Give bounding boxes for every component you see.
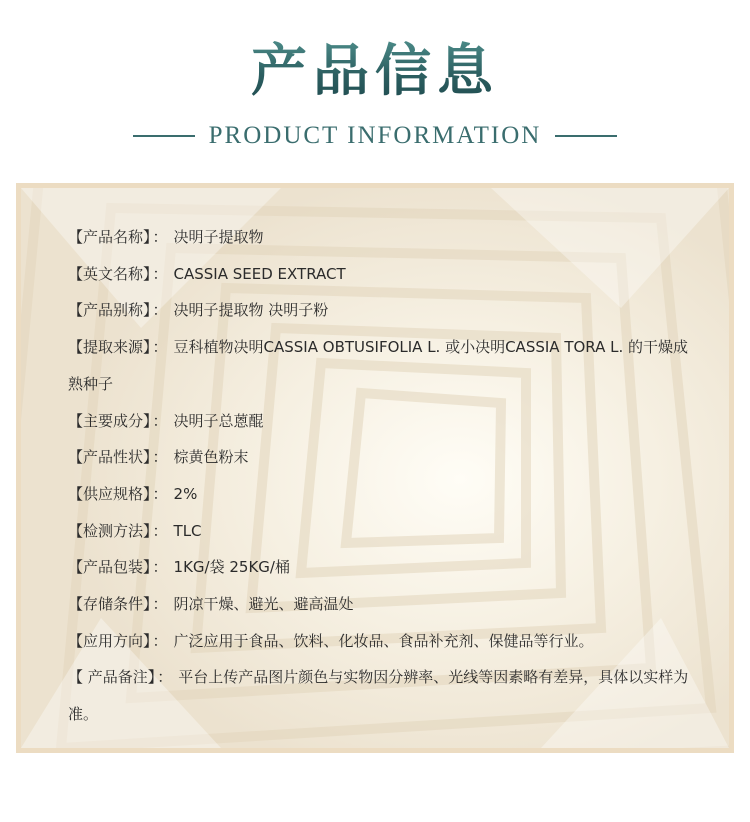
info-row-application bbox=[68, 623, 696, 660]
colon: ： bbox=[152, 338, 168, 357]
info-value: 阴凉干燥、避光、避高温处 bbox=[173, 595, 354, 614]
info-label: 【检测方法】 bbox=[68, 521, 151, 540]
product-info-list bbox=[68, 219, 696, 733]
info-label: 【主要成分】 bbox=[68, 411, 151, 430]
subtitle-right-rule bbox=[555, 135, 617, 137]
colon: ： bbox=[152, 411, 168, 430]
subtitle-left-rule bbox=[133, 135, 195, 137]
info-value: CASSIA SEED EXTRACT bbox=[173, 264, 346, 283]
info-label: 【产品包装】 bbox=[68, 558, 151, 577]
info-value: 豆科植物决明CASSIA OBTUSIFOLIA L. 或小决明CASSIA TORA L. 的干燥成熟种子 bbox=[68, 338, 689, 393]
info-row-specification bbox=[68, 476, 696, 513]
info-row-test-method bbox=[68, 513, 696, 550]
colon: ： bbox=[152, 301, 168, 320]
info-row-main-component bbox=[68, 403, 696, 440]
colon: ： bbox=[152, 264, 168, 283]
info-value: 决明子提取物 bbox=[173, 228, 264, 246]
info-row-remark bbox=[68, 659, 696, 732]
subtitle-row bbox=[0, 121, 750, 151]
colon: ： bbox=[152, 521, 168, 540]
colon: ： bbox=[152, 631, 168, 650]
info-label: 【产品名称】 bbox=[68, 228, 151, 246]
colon: ： bbox=[152, 484, 168, 503]
info-label: 【提取来源】 bbox=[68, 338, 151, 357]
info-label: 【英文名称】 bbox=[68, 264, 151, 283]
info-label: 【应用方向】 bbox=[68, 631, 151, 650]
info-value: 决明子总蒽醌 bbox=[173, 411, 264, 430]
info-row-source bbox=[68, 329, 696, 402]
info-value: TLC bbox=[173, 521, 202, 540]
page-title: 产品信息 bbox=[0, 36, 750, 106]
info-value: 广泛应用于食品、饮料、化妆品、食品补充剂、保健品等行业。 bbox=[173, 631, 594, 650]
colon: ： bbox=[152, 595, 168, 614]
colon: ： bbox=[152, 558, 168, 577]
info-row-packaging bbox=[68, 549, 696, 586]
page-subtitle: PRODUCT INFORMATION bbox=[208, 122, 542, 149]
info-label: 【产品别称】 bbox=[68, 301, 151, 320]
info-label: 【产品性状】 bbox=[68, 448, 151, 467]
info-panel bbox=[16, 183, 734, 753]
info-value: 2% bbox=[173, 484, 198, 503]
info-label: 【 产品备注】 bbox=[68, 668, 156, 687]
colon: ： bbox=[157, 668, 173, 687]
info-value: 1KG/袋 25KG/桶 bbox=[173, 558, 290, 577]
colon: ： bbox=[152, 448, 168, 467]
info-value: 决明子提取物 决明子粉 bbox=[173, 301, 329, 320]
colon: ： bbox=[152, 228, 168, 246]
info-label: 【存储条件】 bbox=[68, 595, 151, 614]
info-row-english-name bbox=[68, 256, 696, 293]
info-row-product-name bbox=[68, 219, 696, 256]
info-row-appearance bbox=[68, 439, 696, 476]
info-value: 棕黄色粉末 bbox=[173, 448, 249, 467]
info-row-alias bbox=[68, 292, 696, 329]
info-label: 【供应规格】 bbox=[68, 484, 151, 503]
info-row-storage bbox=[68, 586, 696, 623]
info-value: 平台上传产品图片颜色与实物因分辨率、光线等因素略有差异，具体以实样为准。 bbox=[68, 668, 689, 724]
page-header bbox=[0, 0, 750, 180]
